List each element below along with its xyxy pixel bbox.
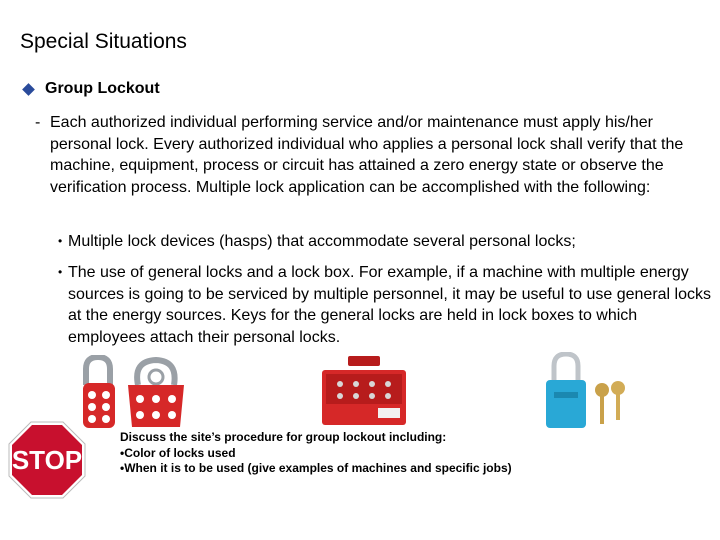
sub-bullet: • bbox=[58, 234, 63, 248]
note-line: Discuss the site’s procedure for group lockout including: bbox=[120, 430, 447, 444]
stop-sign-text: STOP bbox=[11, 445, 83, 475]
discussion-note bbox=[120, 430, 512, 477]
note-line: •Color of locks used bbox=[120, 445, 236, 460]
hasp-left-icon bbox=[83, 357, 115, 428]
bullet-group-lockout bbox=[24, 80, 160, 98]
lock-box-image bbox=[318, 352, 410, 427]
sub-item-text: Multiple lock devices (hasps) that accommodate several personal locks; bbox=[68, 233, 576, 250]
sub-item-hasps bbox=[58, 231, 713, 253]
dash-paragraph bbox=[35, 112, 715, 198]
diamond-bullet-icon bbox=[22, 83, 35, 96]
dash-marker: - bbox=[35, 114, 41, 131]
lockout-hasps-image bbox=[78, 355, 188, 430]
padlock-icon bbox=[546, 380, 586, 428]
padlock-keys-image bbox=[540, 352, 630, 432]
dash-text: Each authorized individual performing service and/or maintenance must apply his/her personal lock. Every authorized individual who applies a personal lock shall verify that the machine, equipment, process or circuit has attained a zero energy state or observe the verification process. Multiple lock application can be accomplished with the following: bbox=[50, 114, 684, 196]
sub-item-text: The use of general locks and a lock box. For example, if a machine with multiple energy sources is going to be serviced by multiple personnel, it may be useful to use general locks at the energy sources. Keys for the general locks are held in lock boxes to which employees attach their personal locks. bbox=[68, 264, 712, 346]
sub-bullet: • bbox=[58, 265, 63, 279]
bullet-label: Group Lockout bbox=[45, 80, 160, 97]
note-line: •When it is to be used (give examples of machines and specific jobs) bbox=[120, 461, 512, 475]
hasp-right-icon bbox=[128, 360, 184, 427]
keys-icon bbox=[595, 381, 625, 424]
stop-sign-icon bbox=[8, 421, 86, 499]
sub-item-general-locks bbox=[58, 262, 713, 348]
slide-title: Special Situations bbox=[20, 30, 187, 53]
